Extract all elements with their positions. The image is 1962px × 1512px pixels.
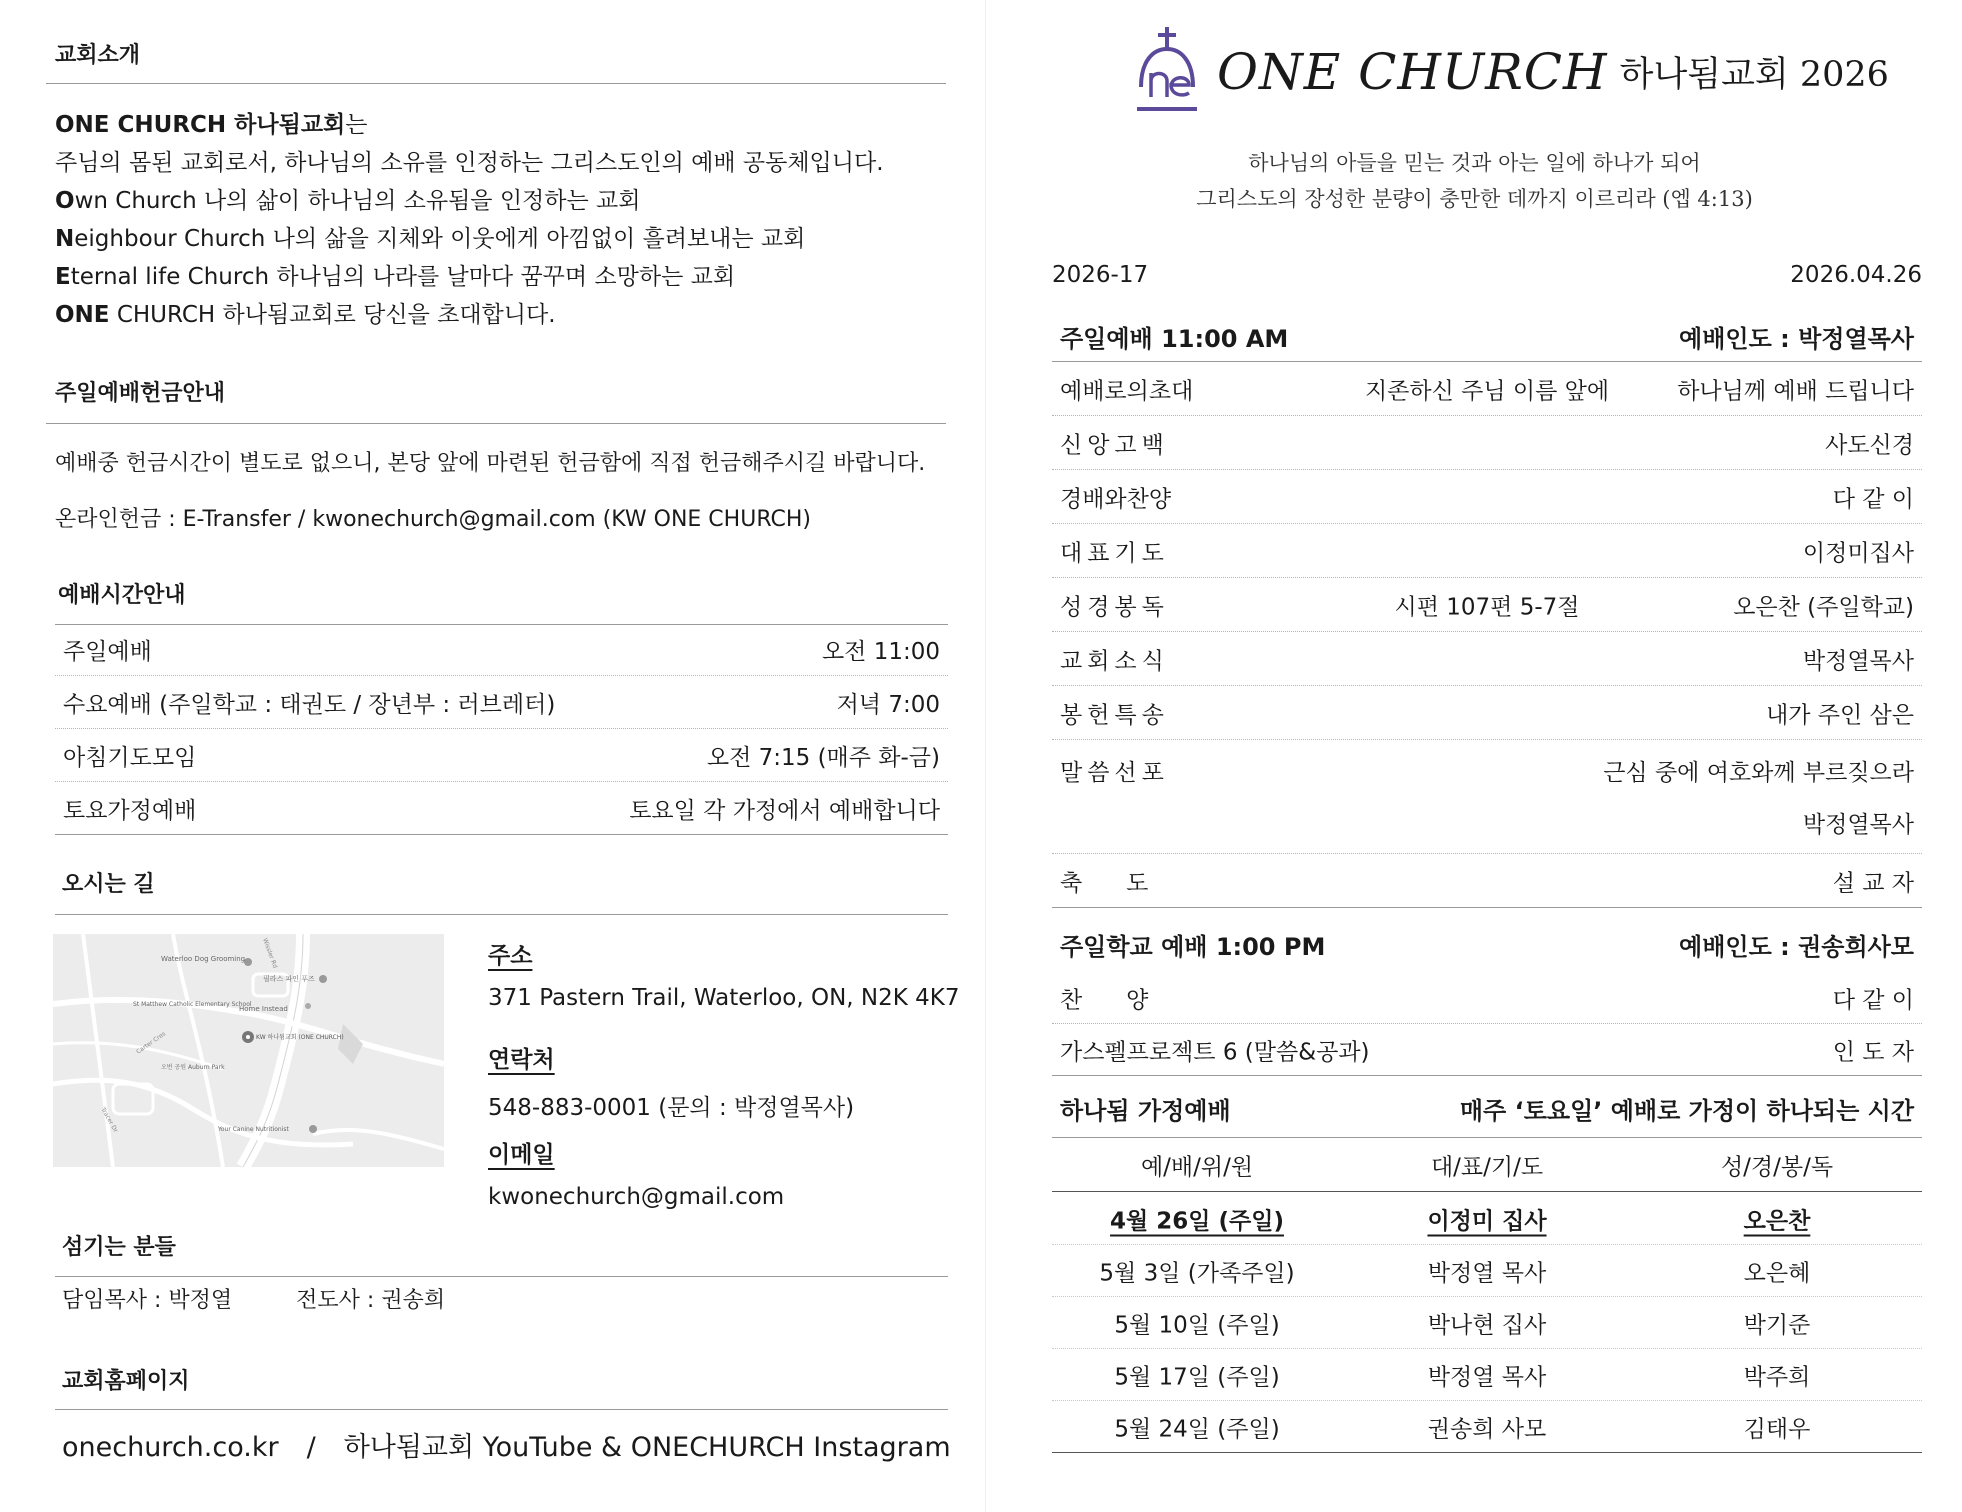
order-row (1052, 578, 1922, 632)
duty-row (1052, 1401, 1922, 1453)
order-row (1052, 362, 1922, 416)
email-label: 이메일 (488, 1142, 555, 1168)
family-title: 하나됨 가정예배 (1060, 1096, 1231, 1125)
map-label: Tracer Dr (99, 1106, 120, 1134)
offering-note: 예배중 헌금시간이 별도로 없으니, 본당 앞에 마련된 헌금함에 직접 헌금해주시길 바랍니다. (55, 451, 926, 476)
schedule-row (55, 783, 948, 835)
duty-row (1052, 1245, 1922, 1297)
order-row (1052, 524, 1922, 578)
column-header: 대/표/기/도 (1430, 1154, 1544, 1180)
church-name: ONE CHURCH (1217, 43, 1608, 101)
homepage-line (62, 1425, 951, 1464)
order-detail: 시편 107편 5-7절 (1394, 594, 1580, 620)
intro-line: 주님의 몸된 교회로서, 하나님의 소유를 인정하는 그리스도인의 예배 공동체입니다. (55, 150, 884, 176)
divider (55, 914, 948, 915)
map-label: Carter Cres (135, 1030, 168, 1056)
staff-title: 섬기는 분들 (62, 1235, 176, 1260)
column-header: 성/경/봉/독 (1720, 1154, 1834, 1180)
service-title: 주일학교 예배 1:00 PM (1060, 932, 1326, 961)
schedule-row (55, 677, 948, 729)
map-label: 오번 공원 Auburn Park (161, 1064, 225, 1071)
duty-prayer: 이정미 집사 (1427, 1208, 1547, 1234)
schedule-time: 토요일 각 가정에서 예배합니다 (629, 798, 940, 824)
duty-reader: 박주희 (1743, 1364, 1811, 1390)
duty-table-header (1052, 1138, 1922, 1192)
intro-line: Own Church 나의 삶이 하나님의 소유됨을 인정하는 교회 (55, 188, 641, 214)
order-item: 성경봉독 (1060, 594, 1169, 620)
duty-prayer: 박정열 목사 (1427, 1260, 1547, 1286)
divider (55, 1276, 948, 1277)
map-label: 필라스 파인 푸즈 (263, 975, 315, 983)
schedule-name: 토요가정예배 (63, 798, 197, 824)
order-detail: 지존하신 주님 이름 앞에 (1364, 378, 1610, 404)
schedule-name: 수요예배 (주일학교 : 태권도 / 장년부 : 러브레터) (63, 692, 556, 718)
address-value: 371 Pastern Trail, Waterloo, ON, N2K 4K7 (488, 985, 960, 1011)
order-row (1052, 972, 1922, 1024)
sunday-service-header (1052, 313, 1922, 359)
theme-verse-line: 하나님의 아들을 믿는 것과 아는 일에 하나가 되어 (1248, 151, 1701, 175)
intro-line: ONE CHURCH 하나됨교회로 당신을 초대합니다. (55, 302, 556, 328)
column-header: 예/배/위/원 (1140, 1154, 1254, 1180)
schedule-title: 예배시간안내 (58, 583, 186, 608)
contact-label: 연락처 (488, 1047, 555, 1073)
homepage-link[interactable]: onechurch.co.kr (62, 1432, 279, 1463)
evangelist: 전도사 : 권송희 (296, 1288, 446, 1313)
schedule-row (55, 624, 948, 676)
schedule-name: 주일예배 (63, 639, 152, 665)
location-map[interactable] (53, 934, 444, 1167)
intro-line: Neighbour Church 나의 삶을 지체와 이웃에게 아낌없이 흘려보내는 교회 (55, 226, 806, 252)
intro-lead: ONE CHURCH 하나됨교회는 (55, 112, 368, 138)
order-person: 오은찬 (주일학교) (1733, 594, 1914, 620)
order-row (1052, 470, 1922, 524)
intro-line: Eternal life Church 하나님의 나라를 날마다 꿈꾸며 소망하는 교회 (55, 264, 736, 290)
contact-value: 548-883-0001 (문의 : 박정열목사) (488, 1095, 855, 1121)
service-leader: 예배인도 : 권송희사모 (1679, 932, 1914, 961)
service-title: 주일예배 11:00 AM (1060, 324, 1289, 353)
order-person: 다 같 이 (1832, 486, 1914, 512)
right-page (985, 0, 1962, 1512)
order-row (1052, 632, 1922, 686)
divider (46, 83, 946, 84)
church-intro-title: 교회소개 (55, 43, 141, 68)
schedule-time: 오전 7:15 (매주 화-금) (706, 745, 940, 771)
order-person: 인 도 자 (1832, 1039, 1914, 1065)
order-item: 예배로의초대 (1060, 378, 1194, 404)
directions-title: 오시는 길 (62, 872, 155, 897)
duty-reader: 박기준 (1743, 1312, 1811, 1338)
order-item: 말씀선포 (1060, 760, 1169, 786)
social-links[interactable]: 하나됨교회 YouTube & ONECHURCH Instagram (343, 1432, 951, 1463)
order-person: 박정열목사 (1802, 648, 1914, 674)
divider (55, 1409, 948, 1410)
order-person: 설 교 자 (1832, 870, 1914, 896)
offering-title: 주일예배헌금안내 (55, 381, 226, 406)
duty-row (1052, 1297, 1922, 1349)
homepage-title: 교회홈페이지 (62, 1369, 190, 1394)
map-graphic (53, 934, 444, 1167)
email-value[interactable]: kwonechurch@gmail.com (488, 1184, 785, 1210)
duty-prayer: 박정열 목사 (1427, 1364, 1547, 1390)
duty-reader: 김태우 (1743, 1416, 1811, 1442)
map-label: St Matthew Catholic Elementary School (133, 1001, 252, 1008)
sunday-school-header (1052, 918, 1922, 970)
order-row (1052, 854, 1922, 908)
order-row (1052, 686, 1922, 740)
order-person: 이정미집사 (1802, 540, 1914, 566)
order-person: 박정열목사 (1802, 812, 1914, 838)
duty-prayer: 박나현 집사 (1427, 1312, 1547, 1338)
bulletin-date: 2026.04.26 (1790, 262, 1922, 288)
family-note: 매주 ‘토요일’ 예배로 가정이 하나되는 시간 (1459, 1096, 1914, 1125)
separator: / (306, 1432, 316, 1463)
map-label: KW 하나됨교회 (ONE CHURCH) (256, 1034, 344, 1041)
order-item: 축 도 (1060, 870, 1149, 896)
online-offering: 온라인헌금 : E-Transfer / kwonechurch@gmail.com (KW ONE CHURCH) (55, 507, 811, 532)
duty-date: 4월 26일 (주일) (1110, 1208, 1284, 1234)
family-worship-header (1052, 1081, 1922, 1135)
order-row-sermon (1052, 740, 1922, 854)
duty-row-current (1052, 1193, 1922, 1245)
order-row (1052, 1024, 1922, 1076)
map-label: Home Instead (239, 1005, 288, 1013)
church-logo-icon (1133, 25, 1201, 119)
duty-reader: 오은찬 (1743, 1208, 1811, 1234)
order-item: 교회소식 (1060, 648, 1169, 674)
order-item: 대표기도 (1060, 540, 1169, 566)
order-person: 사도신경 (1825, 432, 1914, 458)
divider (46, 423, 946, 424)
order-person: 하나님께 예배 드립니다 (1677, 378, 1914, 404)
schedule-time: 오전 11:00 (821, 639, 940, 665)
duty-date: 5월 10일 (주일) (1114, 1312, 1280, 1338)
order-item: 신앙고백 (1060, 432, 1169, 458)
map-label: Wissler Rd (261, 937, 279, 970)
map-label: Your Canine Nutritionist (218, 1126, 289, 1133)
order-item: 가스펠프로젝트 6 (말씀&공과) (1060, 1039, 1370, 1065)
duty-date: 5월 3일 (가족주일) (1099, 1260, 1295, 1286)
order-person: 다 같 이 (1832, 987, 1914, 1013)
issue-number: 2026-17 (1052, 262, 1149, 288)
order-item: 경배와찬양 (1060, 486, 1172, 512)
schedule-row (55, 730, 948, 782)
address-label: 주소 (488, 943, 533, 969)
church-header (1133, 22, 1889, 122)
senior-pastor: 담임목사 : 박정열 (62, 1288, 233, 1313)
duty-reader: 오은혜 (1743, 1260, 1811, 1286)
duty-row (1052, 1349, 1922, 1401)
duty-date: 5월 24일 (주일) (1114, 1416, 1280, 1442)
duty-date: 5월 17일 (주일) (1114, 1364, 1280, 1390)
church-korean-name: 하나됨교회 2026 (1619, 55, 1889, 95)
schedule-time: 저녁 7:00 (836, 692, 940, 718)
duty-prayer: 권송희 사모 (1427, 1416, 1547, 1442)
service-leader: 예배인도 : 박정열목사 (1679, 324, 1914, 353)
sermon-title: 근심 중에 여호와께 부르짖으라 (1603, 760, 1914, 786)
order-item: 봉헌특송 (1060, 702, 1169, 728)
church-intro-text (55, 106, 955, 334)
order-row (1052, 416, 1922, 470)
schedule-name: 아침기도모임 (63, 745, 197, 771)
theme-verse-line: 그리스도의 장성한 분량이 충만한 데까지 이르리라 (엡 4:13) (1196, 187, 1753, 211)
map-label: Waterloo Dog Grooming (161, 955, 246, 963)
order-item: 찬 양 (1060, 987, 1149, 1013)
staff-list (62, 1283, 445, 1314)
order-person: 내가 주인 삼은 (1766, 702, 1914, 728)
